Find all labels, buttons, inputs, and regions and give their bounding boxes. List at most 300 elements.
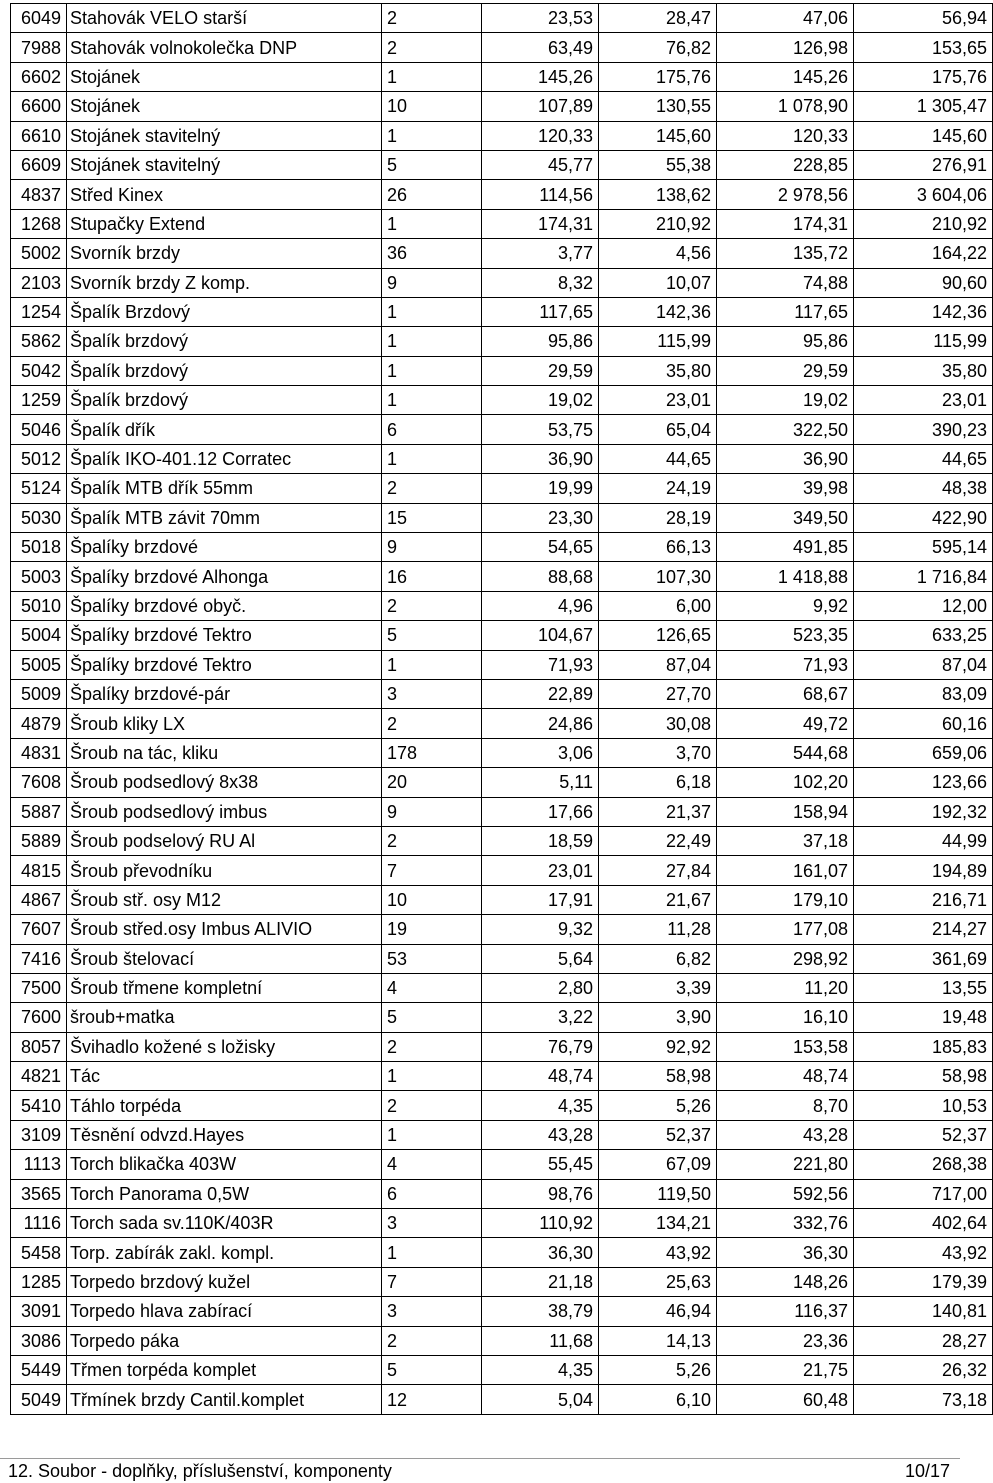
unit-price-net-cell: 4,35 xyxy=(482,1355,599,1384)
item-name-cell: Špalík Brzdový xyxy=(67,297,382,326)
quantity-cell: 6 xyxy=(382,415,482,444)
item-code-cell: 5005 xyxy=(11,650,67,679)
table-row xyxy=(11,885,993,914)
item-name-cell: Špalík brzdový xyxy=(67,356,382,385)
table-row xyxy=(11,327,993,356)
quantity-cell: 1 xyxy=(382,1120,482,1149)
unit-price-net-cell: 17,66 xyxy=(482,797,599,826)
total-gross-cell: 1 716,84 xyxy=(854,562,993,591)
item-name-cell: Stojánek xyxy=(67,92,382,121)
table-row xyxy=(11,1326,993,1355)
total-gross-cell: 13,55 xyxy=(854,973,993,1002)
unit-price-net-cell: 76,79 xyxy=(482,1032,599,1061)
item-name-cell: Svorník brzdy Z komp. xyxy=(67,268,382,297)
total-gross-cell: 390,23 xyxy=(854,415,993,444)
total-net-cell: 120,33 xyxy=(717,121,854,150)
item-name-cell: Torpedo páka xyxy=(67,1326,382,1355)
unit-price-gross-cell: 92,92 xyxy=(599,1032,717,1061)
item-code-cell: 5010 xyxy=(11,591,67,620)
total-net-cell: 491,85 xyxy=(717,533,854,562)
unit-price-gross-cell: 14,13 xyxy=(599,1326,717,1355)
unit-price-net-cell: 17,91 xyxy=(482,885,599,914)
total-net-cell: 145,26 xyxy=(717,62,854,91)
table-row xyxy=(11,33,993,62)
table-row xyxy=(11,1179,993,1208)
total-gross-cell: 19,48 xyxy=(854,1003,993,1032)
unit-price-gross-cell: 23,01 xyxy=(599,386,717,415)
total-net-cell: 21,75 xyxy=(717,1355,854,1384)
quantity-cell: 15 xyxy=(382,503,482,532)
total-net-cell: 95,86 xyxy=(717,327,854,356)
total-gross-cell: 44,99 xyxy=(854,826,993,855)
table-row xyxy=(11,1238,993,1267)
unit-price-gross-cell: 145,60 xyxy=(599,121,717,150)
item-name-cell: Táhlo torpéda xyxy=(67,1091,382,1120)
quantity-cell: 12 xyxy=(382,1385,482,1414)
item-code-cell: 6600 xyxy=(11,92,67,121)
table-row xyxy=(11,503,993,532)
total-gross-cell: 268,38 xyxy=(854,1150,993,1179)
unit-price-net-cell: 117,65 xyxy=(482,297,599,326)
total-net-cell: 36,90 xyxy=(717,444,854,473)
total-net-cell: 153,58 xyxy=(717,1032,854,1061)
total-net-cell: 37,18 xyxy=(717,826,854,855)
table-row xyxy=(11,209,993,238)
item-name-cell: Švihadlo kožené s ložisky xyxy=(67,1032,382,1061)
total-net-cell: 221,80 xyxy=(717,1150,854,1179)
unit-price-gross-cell: 28,19 xyxy=(599,503,717,532)
total-net-cell: 135,72 xyxy=(717,239,854,268)
unit-price-net-cell: 63,49 xyxy=(482,33,599,62)
total-gross-cell: 717,00 xyxy=(854,1179,993,1208)
quantity-cell: 1 xyxy=(382,444,482,473)
unit-price-net-cell: 5,64 xyxy=(482,944,599,973)
unit-price-gross-cell: 5,26 xyxy=(599,1355,717,1384)
table-row xyxy=(11,415,993,444)
item-name-cell: Špalíky brzdové obyč. xyxy=(67,591,382,620)
total-gross-cell: 3 604,06 xyxy=(854,180,993,209)
table-row xyxy=(11,738,993,767)
quantity-cell: 10 xyxy=(382,92,482,121)
table-row xyxy=(11,709,993,738)
unit-price-gross-cell: 30,08 xyxy=(599,709,717,738)
table-row xyxy=(11,826,993,855)
quantity-cell: 3 xyxy=(382,1209,482,1238)
quantity-cell: 2 xyxy=(382,591,482,620)
quantity-cell: 1 xyxy=(382,386,482,415)
item-code-cell: 5018 xyxy=(11,533,67,562)
item-name-cell: Torpedo brzdový kužel xyxy=(67,1267,382,1296)
item-code-cell: 7607 xyxy=(11,915,67,944)
total-net-cell: 174,31 xyxy=(717,209,854,238)
footer-section-title: 12. Soubor - doplňky, příslušenství, komponenty xyxy=(8,1461,392,1481)
table-row xyxy=(11,591,993,620)
quantity-cell: 36 xyxy=(382,239,482,268)
item-name-cell: Svorník brzdy xyxy=(67,239,382,268)
unit-price-gross-cell: 10,07 xyxy=(599,268,717,297)
unit-price-gross-cell: 66,13 xyxy=(599,533,717,562)
total-gross-cell: 194,89 xyxy=(854,856,993,885)
total-gross-cell: 58,98 xyxy=(854,1062,993,1091)
item-name-cell: Stojánek stavitelný xyxy=(67,121,382,150)
quantity-cell: 5 xyxy=(382,1355,482,1384)
item-code-cell: 5049 xyxy=(11,1385,67,1414)
total-net-cell: 592,56 xyxy=(717,1179,854,1208)
item-code-cell: 1259 xyxy=(11,386,67,415)
unit-price-gross-cell: 58,98 xyxy=(599,1062,717,1091)
table-row xyxy=(11,62,993,91)
quantity-cell: 5 xyxy=(382,621,482,650)
item-name-cell: Špalík MTB závit 70mm xyxy=(67,503,382,532)
total-net-cell: 1 078,90 xyxy=(717,92,854,121)
unit-price-gross-cell: 115,99 xyxy=(599,327,717,356)
total-net-cell: 43,28 xyxy=(717,1120,854,1149)
total-net-cell: 60,48 xyxy=(717,1385,854,1414)
item-name-cell: Stojánek xyxy=(67,62,382,91)
quantity-cell: 2 xyxy=(382,474,482,503)
item-name-cell: Šroub třmene kompletní xyxy=(67,973,382,1002)
item-code-cell: 4831 xyxy=(11,738,67,767)
total-net-cell: 161,07 xyxy=(717,856,854,885)
table-row xyxy=(11,121,993,150)
total-gross-cell: 142,36 xyxy=(854,297,993,326)
item-name-cell: Šroub stř. osy M12 xyxy=(67,885,382,914)
item-code-cell: 5889 xyxy=(11,826,67,855)
total-gross-cell: 43,92 xyxy=(854,1238,993,1267)
total-gross-cell: 123,66 xyxy=(854,768,993,797)
total-gross-cell: 52,37 xyxy=(854,1120,993,1149)
unit-price-gross-cell: 5,26 xyxy=(599,1091,717,1120)
quantity-cell: 3 xyxy=(382,679,482,708)
table-row xyxy=(11,1267,993,1296)
item-name-cell: Špalík brzdový xyxy=(67,327,382,356)
quantity-cell: 2 xyxy=(382,709,482,738)
quantity-cell: 7 xyxy=(382,856,482,885)
item-name-cell: Šroub podsedlový imbus xyxy=(67,797,382,826)
table-row xyxy=(11,797,993,826)
item-code-cell: 3565 xyxy=(11,1179,67,1208)
table-row xyxy=(11,150,993,179)
unit-price-net-cell: 4,96 xyxy=(482,591,599,620)
unit-price-gross-cell: 138,62 xyxy=(599,180,717,209)
table-row xyxy=(11,180,993,209)
unit-price-net-cell: 55,45 xyxy=(482,1150,599,1179)
item-code-cell: 6049 xyxy=(11,4,67,33)
quantity-cell: 1 xyxy=(382,297,482,326)
item-code-cell: 5046 xyxy=(11,415,67,444)
item-code-cell: 7988 xyxy=(11,33,67,62)
item-code-cell: 6610 xyxy=(11,121,67,150)
table-row xyxy=(11,444,993,473)
quantity-cell: 2 xyxy=(382,1326,482,1355)
item-name-cell: Špalíky brzdové Tektro xyxy=(67,621,382,650)
unit-price-net-cell: 48,74 xyxy=(482,1062,599,1091)
quantity-cell: 9 xyxy=(382,533,482,562)
item-code-cell: 5012 xyxy=(11,444,67,473)
total-net-cell: 126,98 xyxy=(717,33,854,62)
unit-price-gross-cell: 134,21 xyxy=(599,1209,717,1238)
item-code-cell: 5042 xyxy=(11,356,67,385)
unit-price-gross-cell: 35,80 xyxy=(599,356,717,385)
total-gross-cell: 210,92 xyxy=(854,209,993,238)
unit-price-gross-cell: 3,90 xyxy=(599,1003,717,1032)
item-name-cell: Třmínek brzdy Cantil.komplet xyxy=(67,1385,382,1414)
total-gross-cell: 44,65 xyxy=(854,444,993,473)
quantity-cell: 2 xyxy=(382,33,482,62)
table-row xyxy=(11,356,993,385)
unit-price-gross-cell: 3,70 xyxy=(599,738,717,767)
item-code-cell: 2103 xyxy=(11,268,67,297)
item-name-cell: Šroub převodníku xyxy=(67,856,382,885)
total-gross-cell: 185,83 xyxy=(854,1032,993,1061)
unit-price-gross-cell: 210,92 xyxy=(599,209,717,238)
item-code-cell: 3086 xyxy=(11,1326,67,1355)
unit-price-net-cell: 54,65 xyxy=(482,533,599,562)
item-code-cell: 5124 xyxy=(11,474,67,503)
quantity-cell: 5 xyxy=(382,1003,482,1032)
total-net-cell: 2 978,56 xyxy=(717,180,854,209)
item-name-cell: Torpedo hlava zabírací xyxy=(67,1297,382,1326)
unit-price-gross-cell: 55,38 xyxy=(599,150,717,179)
total-gross-cell: 23,01 xyxy=(854,386,993,415)
quantity-cell: 1 xyxy=(382,650,482,679)
unit-price-net-cell: 71,93 xyxy=(482,650,599,679)
total-net-cell: 158,94 xyxy=(717,797,854,826)
total-net-cell: 322,50 xyxy=(717,415,854,444)
unit-price-net-cell: 98,76 xyxy=(482,1179,599,1208)
unit-price-net-cell: 21,18 xyxy=(482,1267,599,1296)
unit-price-net-cell: 8,32 xyxy=(482,268,599,297)
item-name-cell: Stojánek stavitelný xyxy=(67,150,382,179)
item-code-cell: 4821 xyxy=(11,1062,67,1091)
item-code-cell: 5004 xyxy=(11,621,67,650)
item-name-cell: Šroub štelovací xyxy=(67,944,382,973)
table-body xyxy=(11,4,993,1415)
item-name-cell: Těsnění odvzd.Hayes xyxy=(67,1120,382,1149)
unit-price-net-cell: 4,35 xyxy=(482,1091,599,1120)
unit-price-net-cell: 18,59 xyxy=(482,826,599,855)
total-gross-cell: 192,32 xyxy=(854,797,993,826)
quantity-cell: 1 xyxy=(382,327,482,356)
total-net-cell: 332,76 xyxy=(717,1209,854,1238)
item-code-cell: 1116 xyxy=(11,1209,67,1238)
total-gross-cell: 164,22 xyxy=(854,239,993,268)
unit-price-gross-cell: 6,18 xyxy=(599,768,717,797)
total-gross-cell: 73,18 xyxy=(854,1385,993,1414)
total-gross-cell: 214,27 xyxy=(854,915,993,944)
total-gross-cell: 276,91 xyxy=(854,150,993,179)
quantity-cell: 5 xyxy=(382,150,482,179)
unit-price-net-cell: 23,30 xyxy=(482,503,599,532)
unit-price-gross-cell: 126,65 xyxy=(599,621,717,650)
unit-price-gross-cell: 6,82 xyxy=(599,944,717,973)
total-net-cell: 48,74 xyxy=(717,1062,854,1091)
quantity-cell: 9 xyxy=(382,268,482,297)
item-code-cell: 5449 xyxy=(11,1355,67,1384)
total-net-cell: 49,72 xyxy=(717,709,854,738)
item-name-cell: Špalíky brzdové xyxy=(67,533,382,562)
item-code-cell: 5887 xyxy=(11,797,67,826)
total-gross-cell: 83,09 xyxy=(854,679,993,708)
unit-price-gross-cell: 24,19 xyxy=(599,474,717,503)
item-name-cell: Torch sada sv.110K/403R xyxy=(67,1209,382,1238)
item-name-cell: Šroub podselový RU Al xyxy=(67,826,382,855)
quantity-cell: 9 xyxy=(382,797,482,826)
item-code-cell: 7600 xyxy=(11,1003,67,1032)
table-row xyxy=(11,474,993,503)
unit-price-net-cell: 107,89 xyxy=(482,92,599,121)
unit-price-net-cell: 5,04 xyxy=(482,1385,599,1414)
unit-price-net-cell: 9,32 xyxy=(482,915,599,944)
item-code-cell: 6602 xyxy=(11,62,67,91)
item-code-cell: 3091 xyxy=(11,1297,67,1326)
total-gross-cell: 60,16 xyxy=(854,709,993,738)
unit-price-net-cell: 29,59 xyxy=(482,356,599,385)
total-gross-cell: 140,81 xyxy=(854,1297,993,1326)
unit-price-gross-cell: 6,10 xyxy=(599,1385,717,1414)
total-gross-cell: 48,38 xyxy=(854,474,993,503)
total-gross-cell: 10,53 xyxy=(854,1091,993,1120)
item-name-cell: šroub+matka xyxy=(67,1003,382,1032)
unit-price-net-cell: 36,30 xyxy=(482,1238,599,1267)
total-gross-cell: 87,04 xyxy=(854,650,993,679)
item-code-cell: 4867 xyxy=(11,885,67,914)
item-code-cell: 1268 xyxy=(11,209,67,238)
total-gross-cell: 153,65 xyxy=(854,33,993,62)
quantity-cell: 1 xyxy=(382,1238,482,1267)
unit-price-net-cell: 3,77 xyxy=(482,239,599,268)
table-row xyxy=(11,562,993,591)
unit-price-gross-cell: 6,00 xyxy=(599,591,717,620)
item-code-cell: 7608 xyxy=(11,768,67,797)
item-code-cell: 5410 xyxy=(11,1091,67,1120)
total-net-cell: 39,98 xyxy=(717,474,854,503)
unit-price-net-cell: 145,26 xyxy=(482,62,599,91)
unit-price-net-cell: 11,68 xyxy=(482,1326,599,1355)
total-gross-cell: 595,14 xyxy=(854,533,993,562)
unit-price-net-cell: 3,22 xyxy=(482,1003,599,1032)
total-gross-cell: 56,94 xyxy=(854,4,993,33)
table-row xyxy=(11,1209,993,1238)
unit-price-net-cell: 104,67 xyxy=(482,621,599,650)
item-name-cell: Šroub podsedlový 8x38 xyxy=(67,768,382,797)
item-code-cell: 6609 xyxy=(11,150,67,179)
quantity-cell: 4 xyxy=(382,1150,482,1179)
item-code-cell: 4815 xyxy=(11,856,67,885)
table-row xyxy=(11,621,993,650)
total-gross-cell: 361,69 xyxy=(854,944,993,973)
quantity-cell: 1 xyxy=(382,62,482,91)
unit-price-gross-cell: 44,65 xyxy=(599,444,717,473)
item-name-cell: Torp. zabírák zakl. kompl. xyxy=(67,1238,382,1267)
total-net-cell: 19,02 xyxy=(717,386,854,415)
total-net-cell: 102,20 xyxy=(717,768,854,797)
page-number: 10/17 xyxy=(904,1461,950,1481)
unit-price-gross-cell: 87,04 xyxy=(599,650,717,679)
item-name-cell: Špalíky brzdové-pár xyxy=(67,679,382,708)
footer-divider xyxy=(0,1458,960,1459)
total-gross-cell: 659,06 xyxy=(854,738,993,767)
item-code-cell: 7500 xyxy=(11,973,67,1002)
quantity-cell: 4 xyxy=(382,973,482,1002)
total-gross-cell: 402,64 xyxy=(854,1209,993,1238)
table-row xyxy=(11,1091,993,1120)
unit-price-gross-cell: 107,30 xyxy=(599,562,717,591)
unit-price-net-cell: 38,79 xyxy=(482,1297,599,1326)
item-code-cell: 5862 xyxy=(11,327,67,356)
total-net-cell: 116,37 xyxy=(717,1297,854,1326)
quantity-cell: 2 xyxy=(382,4,482,33)
item-code-cell: 1113 xyxy=(11,1150,67,1179)
quantity-cell: 16 xyxy=(382,562,482,591)
total-net-cell: 47,06 xyxy=(717,4,854,33)
unit-price-gross-cell: 21,67 xyxy=(599,885,717,914)
unit-price-gross-cell: 22,49 xyxy=(599,826,717,855)
quantity-cell: 1 xyxy=(382,356,482,385)
item-code-cell: 5009 xyxy=(11,679,67,708)
unit-price-net-cell: 45,77 xyxy=(482,150,599,179)
table-row xyxy=(11,944,993,973)
unit-price-gross-cell: 119,50 xyxy=(599,1179,717,1208)
unit-price-net-cell: 5,11 xyxy=(482,768,599,797)
total-net-cell: 29,59 xyxy=(717,356,854,385)
unit-price-net-cell: 2,80 xyxy=(482,973,599,1002)
unit-price-net-cell: 36,90 xyxy=(482,444,599,473)
unit-price-net-cell: 114,56 xyxy=(482,180,599,209)
page-footer xyxy=(0,1458,960,1482)
total-gross-cell: 28,27 xyxy=(854,1326,993,1355)
table-row xyxy=(11,1150,993,1179)
total-net-cell: 1 418,88 xyxy=(717,562,854,591)
total-net-cell: 544,68 xyxy=(717,738,854,767)
unit-price-gross-cell: 27,70 xyxy=(599,679,717,708)
quantity-cell: 2 xyxy=(382,1032,482,1061)
total-gross-cell: 175,76 xyxy=(854,62,993,91)
unit-price-net-cell: 19,02 xyxy=(482,386,599,415)
table-row xyxy=(11,297,993,326)
item-name-cell: Tác xyxy=(67,1062,382,1091)
total-net-cell: 298,92 xyxy=(717,944,854,973)
quantity-cell: 1 xyxy=(382,1062,482,1091)
table-row xyxy=(11,239,993,268)
total-net-cell: 228,85 xyxy=(717,150,854,179)
item-name-cell: Špalíky brzdové Tektro xyxy=(67,650,382,679)
quantity-cell: 2 xyxy=(382,826,482,855)
table-row xyxy=(11,268,993,297)
total-gross-cell: 633,25 xyxy=(854,621,993,650)
unit-price-net-cell: 22,89 xyxy=(482,679,599,708)
total-gross-cell: 26,32 xyxy=(854,1355,993,1384)
unit-price-gross-cell: 28,47 xyxy=(599,4,717,33)
item-name-cell: Stupačky Extend xyxy=(67,209,382,238)
unit-price-gross-cell: 52,37 xyxy=(599,1120,717,1149)
unit-price-gross-cell: 142,36 xyxy=(599,297,717,326)
item-code-cell: 1254 xyxy=(11,297,67,326)
quantity-cell: 1 xyxy=(382,121,482,150)
table-row xyxy=(11,4,993,33)
table-row xyxy=(11,1032,993,1061)
unit-price-gross-cell: 4,56 xyxy=(599,239,717,268)
item-code-cell: 7416 xyxy=(11,944,67,973)
item-code-cell: 5458 xyxy=(11,1238,67,1267)
unit-price-gross-cell: 76,82 xyxy=(599,33,717,62)
item-code-cell: 3109 xyxy=(11,1120,67,1149)
total-net-cell: 117,65 xyxy=(717,297,854,326)
unit-price-gross-cell: 46,94 xyxy=(599,1297,717,1326)
inventory-table xyxy=(10,3,993,1415)
total-net-cell: 23,36 xyxy=(717,1326,854,1355)
unit-price-gross-cell: 65,04 xyxy=(599,415,717,444)
